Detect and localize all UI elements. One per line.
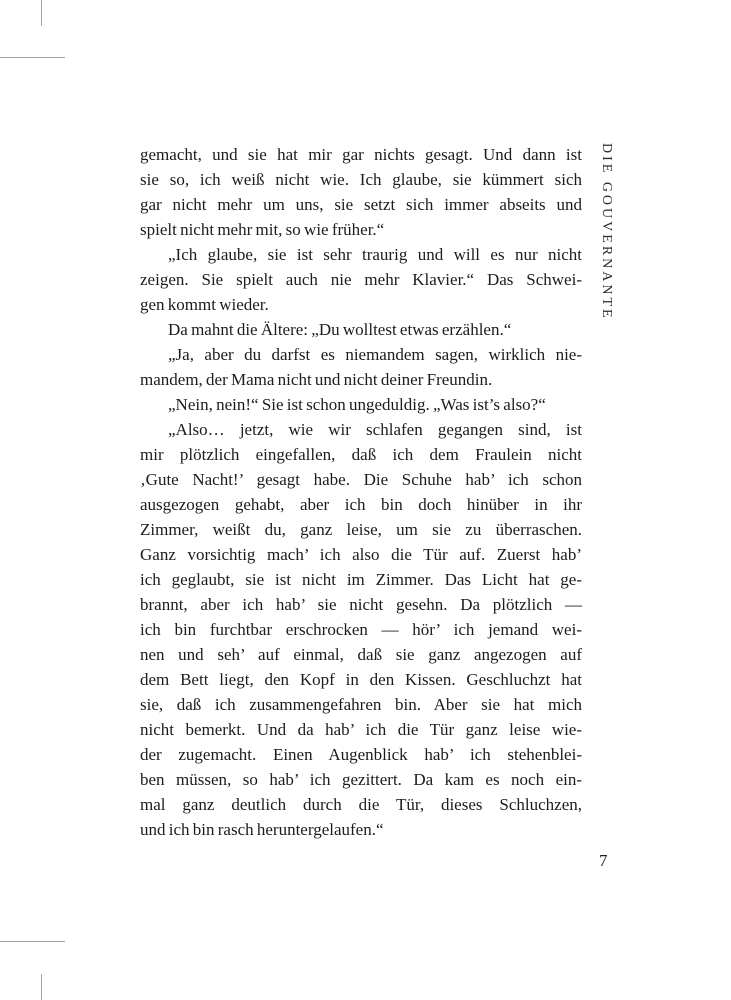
text-line: mal ganz deutlich durch die Tür, dieses Schluchzen, <box>140 795 582 814</box>
text-line: gen kommt wieder. <box>140 295 269 314</box>
text-line: ausgezogen gehabt, aber ich bin doch hinüber in ihr <box>140 495 582 514</box>
text-line: nen und seh’ auf einmal, daß sie ganz angezogen auf <box>140 645 582 664</box>
text-line: ich bin furchtbar erschrocken — hör’ ich jemand wei- <box>140 620 582 639</box>
text-line: ich geglaubt, sie ist nicht im Zimmer. Das Licht hat ge- <box>140 570 582 589</box>
text-line: „Also… jetzt, wie wir schlafen gegangen sind, ist <box>168 420 582 439</box>
text-line: zeigen. Sie spielt auch nie mehr Klavier.“ Das Schwei- <box>140 270 582 289</box>
page-number: 7 <box>599 851 608 870</box>
crop-mark-bottom-vertical <box>41 974 42 1000</box>
text-line: spielt nicht mehr mit, so wie früher.“ <box>140 220 385 239</box>
paragraph <box>140 392 582 417</box>
text-line: „Ja, aber du darfst es niemandem sagen, wirklich nie- <box>168 345 582 364</box>
crop-mark-top-vertical <box>41 0 42 26</box>
text-line: mandem, der Mama nicht und nicht deiner Freundin. <box>140 370 493 389</box>
text-line: sie, daß ich zusammengefahren bin. Aber sie hat mich <box>140 695 582 714</box>
text-line: ben müssen, so hab’ ich gezittert. Da kam es noch ein- <box>140 770 582 789</box>
body-text <box>140 142 582 842</box>
text-line: mir plötzlich eingefallen, daß ich dem Fraulein nicht <box>140 445 582 464</box>
paragraph <box>140 317 582 342</box>
crop-mark-bottom-horizontal <box>0 941 65 942</box>
paragraph <box>140 342 582 392</box>
paragraph <box>140 417 582 842</box>
running-head: DIE GOUVERNANTE <box>599 143 614 321</box>
text-line: gar nicht mehr um uns, sie setzt sich immer abseits und <box>140 195 582 214</box>
paragraph <box>140 142 582 242</box>
text-line: Zimmer, weißt du, ganz leise, um sie zu überraschen. <box>140 520 582 539</box>
text-line: ‚Gute Nacht!’ gesagt habe. Die Schuhe hab’ ich schon <box>140 470 582 489</box>
paragraph <box>140 242 582 317</box>
text-line: Ganz vorsichtig mach’ ich also die Tür auf. Zuerst hab’ <box>140 545 582 564</box>
text-line: nicht bemerkt. Und da hab’ ich die Tür ganz leise wie- <box>140 720 582 739</box>
text-line: dem Bett liegt, den Kopf in den Kissen. Geschluchzt hat <box>140 670 582 689</box>
crop-mark-top-horizontal <box>0 57 65 58</box>
text-line: der zugemacht. Einen Augenblick hab’ ich stehenblei- <box>140 745 582 764</box>
text-line: „Nein, nein!“ Sie ist schon ungeduldig. „Was ist’s also?“ <box>168 395 546 414</box>
text-line: brannt, aber ich hab’ sie nicht gesehn. Da plötzlich — <box>140 595 582 614</box>
text-line: „Ich glaube, sie ist sehr traurig und will es nur nicht <box>168 245 582 264</box>
text-line: sie so, ich weiß nicht wie. Ich glaube, sie kümmert sich <box>140 170 582 189</box>
text-line: gemacht, und sie hat mir gar nichts gesagt. Und dann ist <box>140 145 582 164</box>
text-line: Da mahnt die Ältere: „Du wolltest etwas erzählen.“ <box>168 320 512 339</box>
text-line: und ich bin rasch heruntergelaufen.“ <box>140 820 384 839</box>
